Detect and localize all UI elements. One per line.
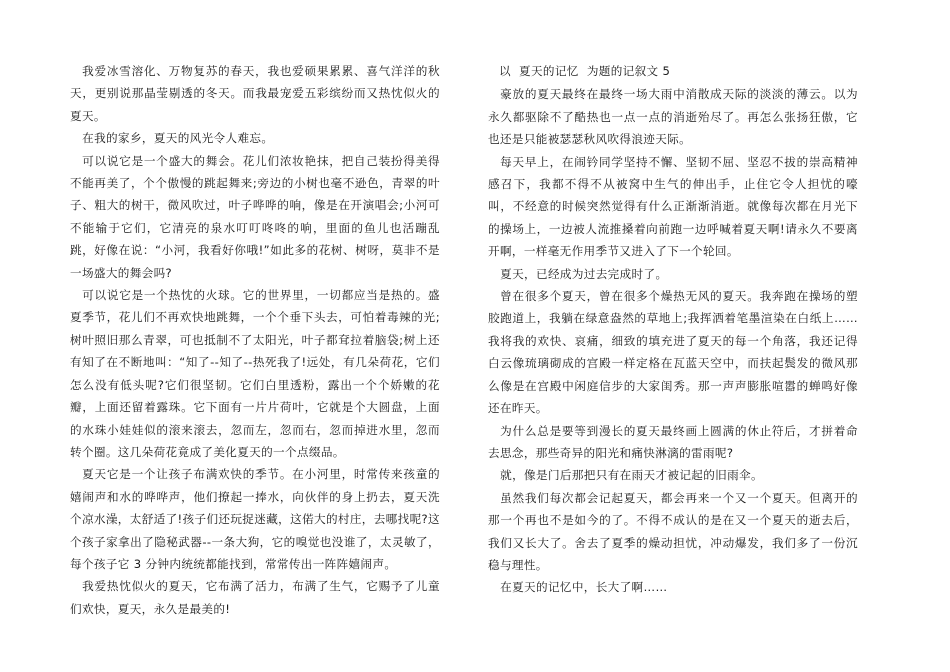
paragraph: 在夏天的记忆中，长大了啊…… bbox=[500, 580, 668, 595]
paragraph: 每天早上，在闹钤同学坚持不懈、坚韧不屈、坚忍不拔的崇高精神感召下，我都不得不从被窝中生气的伸出手，止住它令人担忧的嚎叫，不经意的时候突然觉得有什么正渐渐消逝。就像每次都在月光下的操场上，一边被人流推搡着向前跑一边呼喊着夏天啊!请永久不要离开啊，一样毫无作用季节又进入了下一个轮回。 bbox=[488, 154, 858, 259]
paragraph: 曾在很多个夏天，曾在很多个燥热无风的夏天。我奔跑在操场的塑胶跑道上，我躺在绿意盎然的草地上;我挥洒着笔墨渲染在白纸上……我将我的欢快、哀痛，细致的填充进了夏天的每一个角落，我还记得白云像琉璃砌成的宫殿一样定格在瓦蓝天空中，而扶起鬓发的微风那么像是在宫殿中闲庭信步的大家闺秀。那一声声膨胀喧嚣的蝉鸣好像还在昨天。 bbox=[488, 289, 858, 416]
paragraph: 可以说它是一个盛大的舞会。花儿们浓妆艳抹，把自己装扮得美得不能再美了，个个傲慢的跳起舞来;旁边的小树也毫不逊色，青翠的叶子、粗大的树干，微风吹过，叶子哗哗的响，像是在开演唱会;小河可不能输于它们，它清亮的泉水叮叮咚咚的响，里面的鱼儿也活蹦乱跳，好像在说：“小河，我看好你哦!”如此多的花树、树呀，莫非不是一场盛大的舞会吗? bbox=[70, 153, 440, 280]
paragraph: 我爱热忱似火的夏天，它布满了活力，布满了生气，它赐予了儿童们欢快，夏天，永久是最美的! bbox=[70, 579, 440, 616]
paragraph: 虽然我们每次都会记起夏天，都会再来一个又一个夏天。但离开的那一个再也不是如今的了。不得不成认的是在又一个夏天的逝去后，我们又长大了。舍去了夏季的燥动担忧，冲动爆发，我们多了一份沉稳与理性。 bbox=[488, 490, 858, 572]
left-column bbox=[70, 60, 440, 620]
paragraph: 就，像是门后那把只有在雨天才被记起的旧雨伞。 bbox=[500, 468, 763, 483]
paragraph: 在我的家乡，夏天的风光令人难忘。 bbox=[82, 131, 274, 146]
paragraph: 可以说它是一个热忱的火球。它的世界里，一切都应当是热的。盛夏季节，花儿们不再欢快地跳舞，一个个垂下头去，可怕着毒辣的光;树叶照旧那么青翠，可也抵制不了太阳光，叶子都耷拉着脑袋;树上还有知了在不断地叫：“知了--知了--热死我了!远处，有几朵荷花，它们怎么没有低头呢?它们很坚韧。它们白里透粉，露出一个个娇嫩的花瓣，上面还留着露珠。它下面有一片片荷叶，它就是个大圆盘，上面的水珠小娃娃似的滚来滚去，忽而左，忽而右，忽而掉进水里，忽而转个圈。这几朵荷花竟成了美化夏天的一个点缀品。 bbox=[70, 288, 440, 459]
paragraph: 豪放的夏天最终在最终一场大雨中消散成天际的淡淡的薄云。以为永久都驱除不了酷热也一点一点的消逝殆尽了。再怎么张扬狂傲，它也还是只能被瑟瑟秋风吹得浪迹天际。 bbox=[488, 87, 858, 147]
paragraph: 为什么总是要等到漫长的夏天最终画上圆满的休止符后，才拼着命去思念，那些奇异的阳光和痛快淋漓的雷雨呢? bbox=[488, 423, 858, 460]
paragraph: 我爱冰雪溶化、万物复苏的春天，我也爱硕果累累、喜气洋洋的秋天，更别说那晶莹剔透的冬天。而我最宠爱五彩缤纷而又热忱似火的夏天。 bbox=[70, 64, 440, 123]
essay-title: 以 夏天的记忆 为题的记叙文 5 bbox=[499, 64, 671, 78]
paragraph: 夏天，已经成为过去完成时了。 bbox=[500, 266, 668, 281]
right-column bbox=[488, 60, 858, 599]
paragraph: 夏天它是一个让孩子布满欢快的季节。在小河里，时常传来孩童的嬉闹声和水的哗哗声，他们撩起一捧水，向伙伴的身上扔去，夏天洗个凉水澡，太舒适了!孩子们还玩捉迷藏，这偌大的村庄，去哪找呢?这个孩子家拿出了隐秘武器--一条大狗，它的嗅觉也没谁了，太灵敏了，每个孩子它 3 分钟内统统都能找到，常常传出一阵阵嬉闹声。 bbox=[70, 467, 440, 571]
